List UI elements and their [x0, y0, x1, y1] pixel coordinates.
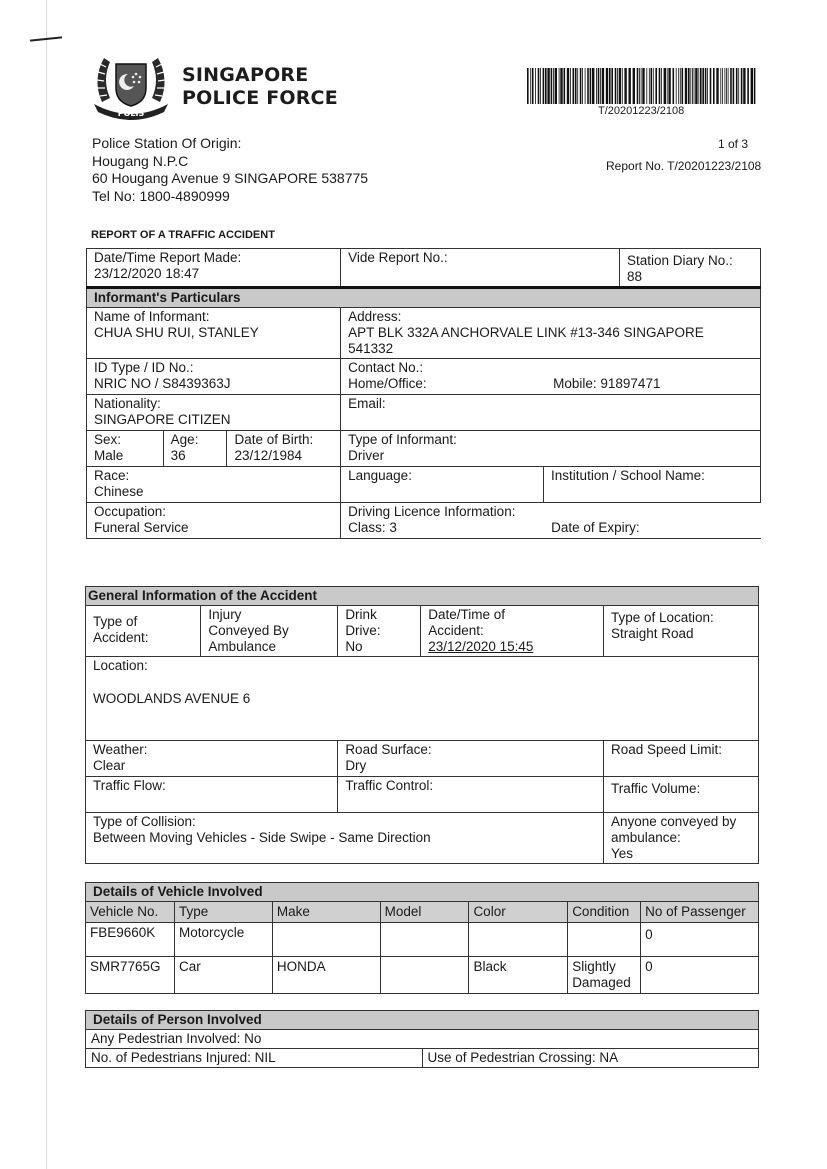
- barcode-bar: [642, 68, 644, 104]
- barcode-bar: [598, 68, 600, 104]
- vide-report-label: Vide Report No.:: [348, 250, 448, 265]
- barcode-bar: [705, 68, 707, 104]
- collision-label: Type of Collision:: [93, 814, 196, 829]
- barcode-bar: [573, 68, 575, 104]
- station-of-origin: [92, 135, 368, 205]
- road-surface-label: Road Surface:: [345, 742, 432, 757]
- barcode-bar: [530, 68, 531, 104]
- language-label: Language:: [348, 468, 412, 483]
- vehicle-model: [380, 923, 469, 957]
- mobile-value: Mobile: 91897471: [553, 376, 661, 391]
- barcode-bar: [646, 68, 647, 104]
- page-indicator: 1 of 3: [718, 137, 749, 151]
- traffic-flow-label: Traffic Flow:: [93, 778, 166, 793]
- race-label: Race:: [94, 468, 130, 483]
- barcode-bar: [555, 68, 557, 104]
- barcode-bar: [661, 68, 662, 104]
- col-type: Type: [174, 902, 272, 923]
- nationality-cell: [87, 395, 341, 431]
- org-name-line1: SINGAPORE: [182, 64, 309, 86]
- station-diary-label: Station Diary No.:: [627, 253, 733, 268]
- age-value: 36: [170, 448, 186, 463]
- col-vehicle-no: Vehicle No.: [86, 902, 175, 923]
- logo-text: POLIS: [117, 109, 145, 118]
- barcode-bar: [651, 68, 653, 104]
- dob-value: 23/12/1984: [234, 448, 303, 463]
- barcode-bar: [633, 68, 635, 104]
- weather-cell: [86, 741, 338, 777]
- traffic-flow-cell: [86, 777, 338, 813]
- barcode-bar: [535, 68, 536, 104]
- barcode-bar: [673, 68, 675, 104]
- vide-report-cell: [341, 249, 620, 288]
- station-tel: Tel No: 1800-4890999: [92, 187, 230, 204]
- barcode-bar: [678, 68, 679, 104]
- barcode-bar: [659, 68, 661, 104]
- person-table: [85, 1010, 759, 1068]
- org-name: [182, 64, 338, 110]
- barcode-bar: [611, 68, 613, 104]
- occupation-label: Occupation:: [94, 504, 167, 519]
- institution-label: Institution / School Name:: [551, 468, 705, 483]
- barcode-bar: [580, 68, 582, 104]
- drink-drive-cell: [338, 606, 421, 657]
- licence-line: [348, 520, 753, 536]
- station-address: 60 Hougang Avenue 9 SINGAPORE 538775: [92, 170, 369, 186]
- road-surface-value: Dry: [345, 758, 367, 773]
- speed-limit-cell: [603, 741, 758, 777]
- race-cell: [87, 467, 341, 503]
- informant-name-label: Name of Informant:: [94, 309, 210, 324]
- road-surface-cell: [338, 741, 604, 777]
- police-crest-logo: [90, 50, 172, 122]
- informant-name-cell: [87, 308, 341, 359]
- vehicle-type: Car: [174, 957, 272, 994]
- barcode-bar: [575, 68, 577, 104]
- pedestrian-crossing: Use of Pedestrian Crossing: NA: [422, 1049, 759, 1068]
- barcode-bar: [743, 68, 745, 104]
- barcode-bar: [725, 68, 726, 104]
- barcode-bar: [710, 68, 712, 104]
- contact-label: Contact No.:: [348, 360, 424, 375]
- expiry-label: Date of Expiry:: [551, 520, 640, 535]
- vehicle-passengers: 0: [641, 923, 759, 957]
- contact-cell: [341, 359, 761, 395]
- accident-table: [85, 586, 759, 864]
- vehicle-make: HONDA: [272, 957, 380, 994]
- dob-cell: [227, 431, 341, 467]
- barcode-bar: [736, 68, 738, 104]
- barcode-bar: [564, 68, 566, 104]
- vehicle-header-row: [86, 902, 759, 923]
- barcode-bar: [532, 68, 534, 104]
- barcode-bar: [543, 68, 545, 104]
- barcode-bar: [577, 68, 578, 104]
- barcode-bar: [540, 68, 541, 104]
- barcode-bar: [741, 68, 743, 104]
- weather-label: Weather:: [93, 742, 148, 757]
- station-label: Police Station Of Origin:: [92, 135, 242, 151]
- licence-label: Driving Licence Information:: [348, 504, 516, 519]
- address-cell: [341, 308, 761, 359]
- traffic-control-cell: [338, 777, 604, 813]
- barcode-bar: [619, 68, 621, 104]
- barcode-bar: [751, 68, 753, 104]
- barcode-bar: [694, 68, 695, 104]
- report-datetime-cell: [87, 249, 341, 288]
- barcode-bar: [655, 68, 657, 104]
- station-diary-value: 88: [627, 269, 643, 284]
- barcode-bar: [622, 68, 623, 104]
- barcode-bar: [567, 68, 569, 104]
- barcode-bar: [680, 68, 681, 104]
- vehicle-no: FBE9660K: [86, 923, 175, 957]
- barcode-bar: [688, 68, 690, 104]
- barcode-bar: [733, 68, 735, 104]
- report-datetime-value: 23/12/2020 18:47: [94, 266, 200, 281]
- email-cell: [341, 395, 761, 431]
- vehicle-condition: [568, 923, 641, 957]
- contact-line: [348, 376, 753, 392]
- barcode-bar: [702, 68, 704, 104]
- accident-datetime-cell: [421, 606, 604, 657]
- barcode-bar: [707, 68, 708, 104]
- report-number: Report No. T/20201223/2108: [606, 159, 762, 173]
- barcode-bar: [695, 68, 697, 104]
- barcode-bar: [617, 68, 618, 104]
- id-cell: [87, 359, 341, 395]
- language-cell: [341, 467, 544, 503]
- scan-edge: [46, 0, 47, 1169]
- barcode-bar: [596, 68, 597, 104]
- location-type-cell: [603, 606, 758, 657]
- barcode-bar: [664, 68, 666, 104]
- nationality-label: Nationality:: [94, 396, 161, 411]
- accident-datetime-label: Date/Time of Accident:: [428, 607, 506, 638]
- traffic-control-label: Traffic Control:: [345, 778, 434, 793]
- barcode-bar: [730, 68, 732, 104]
- age-cell: [163, 431, 227, 467]
- pedestrian-involved: Any Pedestrian Involved: No: [86, 1030, 759, 1049]
- pedestrians-injured: No. of Pedestrians Injured: NIL: [86, 1049, 423, 1068]
- barcode-bar: [624, 68, 626, 104]
- col-passengers: No of Passenger: [641, 902, 759, 923]
- barcode-bar: [668, 68, 670, 104]
- informant-name-value: CHUA SHU RUI, STANLEY: [94, 325, 259, 340]
- sex-cell: [87, 431, 164, 467]
- id-label: ID Type / ID No.:: [94, 360, 194, 375]
- vehicle-row: [86, 923, 759, 957]
- col-color: Color: [469, 902, 568, 923]
- licence-cell: [341, 503, 761, 539]
- barcode-bar: [559, 68, 560, 104]
- barcode-bar: [570, 68, 571, 104]
- ambulance-cell: [603, 813, 758, 864]
- col-make: Make: [272, 902, 380, 923]
- barcode-bar: [676, 68, 677, 104]
- ambulance-value: Yes: [610, 846, 633, 861]
- barcode-bar: [685, 68, 687, 104]
- traffic-volume-label: Traffic Volume:: [610, 781, 701, 796]
- barcode-bar: [653, 68, 654, 104]
- address-value: APT BLK 332A ANCHORVALE LINK #13-346 SINGAPORE 541332: [348, 325, 704, 356]
- vehicle-section-header: Details of Vehicle Involved: [86, 883, 759, 902]
- barcode-bar: [747, 68, 749, 104]
- sex-label: Sex:: [94, 432, 122, 447]
- home-office-label: Home/Office:: [348, 376, 427, 391]
- ambulance-label: Anyone conveyed by ambulance:: [610, 814, 737, 845]
- barcode-bar: [585, 68, 586, 104]
- vehicle-model: [380, 957, 469, 994]
- barcode-bar: [713, 68, 715, 104]
- barcode-bar: [726, 68, 727, 104]
- barcode-bar: [560, 68, 562, 104]
- email-label: Email:: [348, 396, 386, 411]
- traffic-volume-cell: [603, 777, 758, 813]
- barcode-bar: [587, 68, 589, 104]
- institution-cell: [544, 467, 761, 503]
- barcode-bar: [551, 68, 553, 104]
- accident-datetime-value: 23/12/2020 15:45: [428, 639, 534, 654]
- accident-type-label: Type of Accident:: [86, 606, 201, 657]
- drink-drive-value: No: [345, 639, 363, 654]
- vehicle-color: Black: [469, 957, 568, 994]
- informant-type-value: Driver: [348, 448, 385, 463]
- barcode-bar: [629, 68, 631, 104]
- vehicle-no: SMR7765G: [86, 957, 175, 994]
- org-name-line2: POLICE FORCE: [182, 87, 338, 109]
- sex-value: Male: [94, 448, 124, 463]
- race-value: Chinese: [94, 484, 144, 499]
- barcode-bar: [738, 68, 739, 104]
- barcode-bar: [698, 68, 699, 104]
- informant-type-label: Type of Informant:: [348, 432, 457, 447]
- speed-limit-label: Road Speed Limit:: [610, 742, 723, 757]
- barcode-bar: [545, 68, 547, 104]
- location-cell: [86, 657, 759, 741]
- id-value: NRIC NO / S8439363J: [94, 376, 231, 391]
- nationality-value: SINGAPORE CITIZEN: [94, 412, 231, 427]
- barcode-bar: [538, 68, 540, 104]
- barcode-bar: [722, 68, 723, 104]
- accident-type-cell: [201, 606, 338, 657]
- report-datetime-label: Date/Time Report Made:: [94, 250, 242, 265]
- barcode-bar: [602, 68, 604, 104]
- location-type-label: Type of Location:: [610, 610, 714, 625]
- barcode-bar: [606, 68, 608, 104]
- age-label: Age:: [170, 432, 199, 447]
- accident-type-value-1: Injury: [208, 607, 242, 622]
- vehicle-table: [85, 882, 759, 994]
- drink-drive-label: Drink Drive:: [345, 607, 381, 638]
- vehicle-condition: Slightly Damaged: [568, 957, 641, 994]
- informant-section-header: Informant's Particulars: [87, 288, 761, 308]
- barcode-bar: [690, 68, 691, 104]
- barcode-bar: [547, 68, 549, 104]
- barcode-bar: [720, 68, 721, 104]
- barcode-bar: [667, 68, 668, 104]
- station-name: Hougang N.P.C: [92, 152, 189, 169]
- vehicle-color: [469, 923, 568, 957]
- licence-class: Class: 3: [348, 520, 397, 535]
- barcode-bar: [600, 68, 601, 104]
- barcode-bar: [590, 68, 592, 104]
- informant-type-cell: [341, 431, 761, 467]
- barcode-bar: [692, 68, 693, 104]
- accident-type-value-2: Conveyed By Ambulance: [208, 623, 289, 654]
- location-value: WOODLANDS AVENUE 6: [93, 691, 251, 706]
- barcode-bar: [682, 68, 684, 104]
- collision-cell: [86, 813, 604, 864]
- station-diary-cell: [620, 249, 761, 288]
- weather-value: Clear: [93, 758, 126, 773]
- barcode-bar: [615, 68, 617, 104]
- barcode: [527, 68, 757, 104]
- accident-section-header: General Information of the Accident: [86, 587, 759, 606]
- barcode-bar: [609, 68, 611, 104]
- person-section-header: Details of Person Involved: [86, 1011, 759, 1030]
- barcode-bar: [700, 68, 702, 104]
- vehicle-passengers: 0: [641, 957, 759, 994]
- vehicle-make: [272, 923, 380, 957]
- barcode-bar: [641, 68, 642, 104]
- location-type-value: Straight Road: [610, 626, 694, 641]
- barcode-bar: [637, 68, 639, 104]
- barcode-bar: [639, 68, 640, 104]
- barcode-bar: [754, 68, 756, 104]
- col-condition: Condition: [568, 902, 641, 923]
- barcode-bar: [728, 68, 729, 104]
- barcode-bar: [716, 68, 718, 104]
- informant-table: [86, 248, 761, 539]
- barcode-bar: [527, 68, 529, 104]
- collision-value: Between Moving Vehicles - Side Swipe - Same Direction: [93, 830, 431, 845]
- document-title: REPORT OF A TRAFFIC ACCIDENT: [91, 229, 275, 241]
- col-model: Model: [380, 902, 469, 923]
- barcode-bar: [582, 68, 583, 104]
- barcode-bar: [553, 68, 554, 104]
- barcode-bar: [592, 68, 594, 104]
- barcode-text: T/20201223/2108: [598, 105, 685, 117]
- occupation-cell: [87, 503, 341, 539]
- barcode-bar: [649, 68, 650, 104]
- dob-label: Date of Birth:: [234, 432, 314, 447]
- vehicle-row: [86, 957, 759, 994]
- address-label: Address:: [348, 309, 402, 324]
- vehicle-type: Motorcycle: [174, 923, 272, 957]
- location-label: Location:: [93, 658, 148, 673]
- occupation-value: Funeral Service: [94, 520, 189, 535]
